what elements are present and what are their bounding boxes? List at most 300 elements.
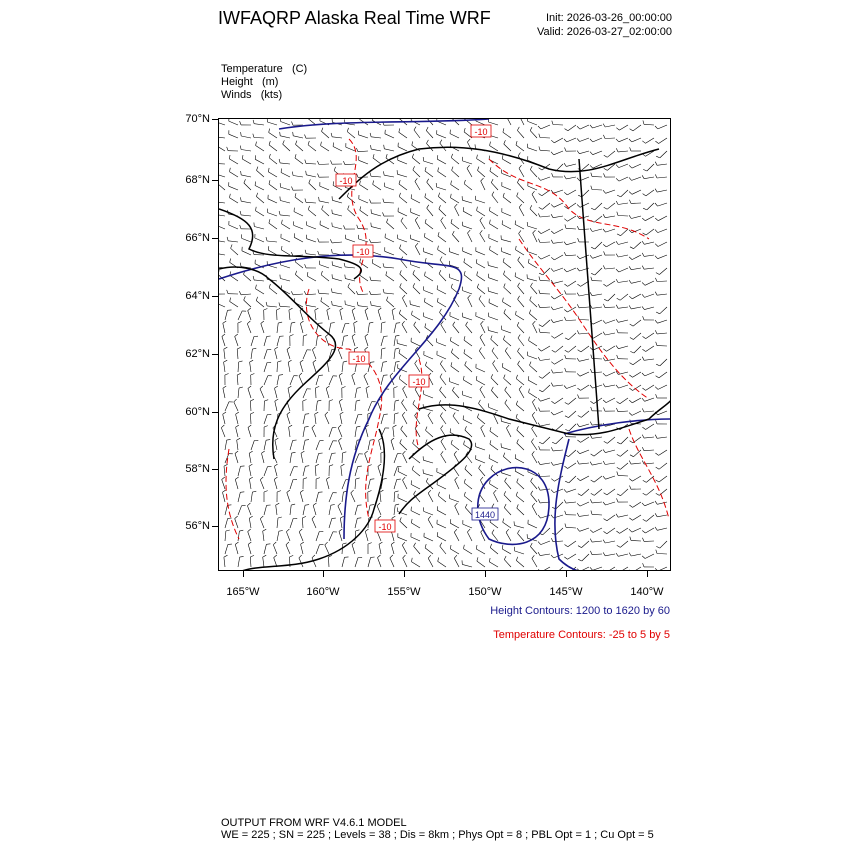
- wind-barb-flag: [238, 322, 242, 324]
- wind-barb: [452, 235, 459, 243]
- wind-barb: [316, 492, 319, 502]
- wind-barb: [528, 524, 537, 528]
- wind-barb: [540, 150, 550, 151]
- wind-barb: [568, 463, 576, 469]
- wind-barb-flag: [399, 349, 400, 353]
- wind-barb-flag: [506, 425, 509, 428]
- wind-barb-flag: [603, 214, 605, 218]
- wind-barb: [425, 197, 433, 203]
- wind-barb: [321, 275, 329, 281]
- wind-barb: [437, 510, 446, 515]
- wind-barb: [580, 528, 589, 531]
- wind-barb-flag: [305, 160, 306, 164]
- lat-tick: [212, 412, 218, 413]
- wind-barb: [425, 548, 433, 554]
- wind-barb: [301, 453, 303, 463]
- wind-barb-flag: [517, 479, 519, 483]
- wind-barb: [607, 203, 615, 209]
- wind-barb: [437, 134, 446, 138]
- wind-barb: [351, 493, 355, 502]
- wind-barb: [379, 544, 381, 554]
- wind-barb-flag: [503, 336, 504, 340]
- wind-barb-flag: [591, 480, 594, 482]
- wind-barb: [346, 239, 355, 242]
- wind-barb-flag: [655, 218, 658, 221]
- wind-barb-flag: [305, 466, 309, 467]
- wind-barb: [606, 229, 616, 232]
- wind-barb: [517, 183, 524, 191]
- wind-barb-flag: [356, 291, 358, 295]
- wind-barb: [280, 279, 290, 282]
- wind-barb-flag: [275, 438, 278, 440]
- wind-barb: [553, 372, 563, 373]
- lat-tick: [212, 469, 218, 470]
- wind-barb: [620, 541, 628, 547]
- wind-barb: [300, 362, 303, 372]
- wind-barb-flag: [643, 563, 644, 567]
- wind-barb-flag: [629, 266, 631, 269]
- wind-barb-flag: [411, 480, 412, 484]
- wind-barb-flag: [467, 529, 470, 532]
- wind-barb-flag: [516, 375, 517, 379]
- wind-barb-flag: [590, 567, 593, 570]
- wind-barb: [556, 567, 564, 571]
- wind-barb: [250, 362, 251, 372]
- wind-barb: [355, 558, 358, 568]
- wind-barb-flag: [565, 129, 568, 131]
- wind-barb-flag: [480, 217, 483, 220]
- wind-barb-flag: [326, 477, 329, 479]
- wind-barb: [280, 215, 290, 216]
- wind-barb: [505, 390, 511, 398]
- wind-barb: [329, 493, 333, 502]
- wind-barb-flag: [288, 386, 291, 388]
- wind-barb-flag: [551, 515, 554, 518]
- wind-barb: [516, 405, 524, 411]
- wind-barb: [531, 286, 538, 294]
- wind-barb: [221, 428, 225, 437]
- wind-barb-flag: [223, 490, 226, 492]
- wind-barb-flag: [655, 292, 657, 296]
- wind-barb: [293, 136, 303, 138]
- wind-barb: [657, 502, 667, 504]
- wind-barb: [532, 429, 537, 437]
- wind-barb-flag: [239, 361, 243, 362]
- wind-barb-flag: [440, 543, 442, 547]
- wind-barb: [423, 473, 433, 476]
- wind-barb: [502, 367, 511, 372]
- wind-barb: [283, 144, 290, 151]
- wind-barb: [646, 424, 654, 430]
- wind-barb-flag: [395, 348, 399, 349]
- wind-barb-flag: [425, 323, 426, 327]
- lon-label-155w: 155°W: [387, 586, 421, 598]
- wind-barb-flag: [399, 180, 400, 184]
- wind-barb-flag: [326, 386, 329, 388]
- wind-barb-flag: [239, 387, 243, 388]
- wind-barb-flag: [564, 176, 566, 179]
- wind-barb: [437, 342, 446, 346]
- wind-barb: [489, 317, 498, 320]
- coastlines: [219, 147, 671, 571]
- wind-barb-flag: [365, 529, 368, 531]
- wind-barb: [247, 324, 251, 333]
- wind-barb: [280, 163, 290, 164]
- wind-barb: [394, 479, 397, 489]
- wind-barb-flag: [642, 503, 645, 506]
- wind-barb-flag: [577, 284, 580, 286]
- wind-barb: [554, 268, 563, 271]
- wind-barb-flag: [292, 122, 294, 126]
- wind-barb: [269, 133, 277, 139]
- wind-barb-flag: [532, 555, 534, 558]
- wind-barb-flag: [565, 524, 566, 528]
- wind-barb: [384, 149, 394, 151]
- wind-barb: [273, 545, 277, 554]
- wind-barb: [644, 242, 654, 244]
- wind-barb: [554, 411, 563, 415]
- lat-label-70n: 70°N: [185, 113, 210, 125]
- wind-barb: [515, 471, 524, 476]
- wind-barb: [476, 447, 485, 450]
- wind-barb-flag: [490, 427, 491, 431]
- wind-barb-flag: [467, 165, 470, 168]
- wind-barb-flag: [551, 447, 553, 451]
- wind-barb: [658, 229, 667, 233]
- wind-barb: [489, 122, 499, 125]
- wind-barb-flag: [287, 490, 290, 493]
- wind-barb: [618, 255, 628, 257]
- wind-barb-flag: [438, 232, 439, 236]
- wind-barb: [381, 349, 382, 359]
- field-temperature: [221, 63, 307, 75]
- wind-barb-flag: [629, 461, 631, 465]
- wind-barb-flag: [505, 387, 507, 390]
- field-unit: (C): [291, 63, 308, 75]
- wind-barb: [269, 184, 277, 190]
- wind-barb-flag: [366, 386, 369, 388]
- wind-barb-flag: [532, 451, 534, 454]
- wind-barb-flag: [577, 256, 580, 259]
- wind-barb: [238, 506, 242, 515]
- wind-barb-flag: [516, 401, 517, 405]
- wind-barb-flag: [227, 147, 228, 151]
- wind-barb: [502, 473, 512, 476]
- wind-barb-flag: [360, 206, 361, 210]
- wind-barb: [644, 268, 654, 269]
- wind-barb: [503, 302, 512, 307]
- wind-barb-flag: [244, 179, 246, 183]
- wind-barb: [540, 242, 550, 243]
- wind-barb: [378, 310, 381, 320]
- wind-barb-flag: [269, 129, 270, 133]
- wind-barb-flag: [357, 518, 361, 519]
- field-name: Height: [221, 76, 253, 88]
- wind-barb: [378, 558, 382, 567]
- wind-barb: [528, 252, 537, 255]
- wind-barb: [412, 158, 420, 164]
- wind-barb: [222, 337, 225, 347]
- wind-barb: [289, 310, 290, 320]
- wind-barb-flag: [564, 163, 566, 166]
- wind-barb-flag: [565, 511, 566, 515]
- wind-barb: [465, 508, 472, 515]
- wind-barb: [398, 147, 407, 151]
- wind-barb: [450, 382, 459, 385]
- wind-barb-flag: [604, 519, 607, 521]
- wind-barb: [410, 304, 420, 307]
- wind-barb: [403, 454, 407, 463]
- wind-barb: [579, 424, 589, 427]
- wind-barb-flag: [517, 322, 519, 326]
- wind-barb: [302, 518, 303, 528]
- wind-barb-flag: [425, 362, 426, 366]
- wind-barb: [327, 362, 329, 372]
- wind-barb: [540, 138, 550, 139]
- wind-barb: [415, 246, 420, 255]
- wind-barb: [517, 443, 524, 450]
- wind-barb-flag: [503, 519, 504, 523]
- wind-barb-flag: [392, 516, 395, 518]
- wind-barb-flag: [479, 400, 481, 404]
- wind-barb: [593, 138, 602, 142]
- wind-barb: [225, 505, 227, 515]
- wind-barb-flag: [369, 239, 371, 243]
- wind-barb-flag: [351, 490, 354, 493]
- wind-barb-flag: [395, 491, 399, 492]
- wind-barb: [490, 250, 499, 255]
- wind-barb-flag: [399, 193, 400, 197]
- wind-barb: [316, 453, 319, 463]
- wind-barb: [238, 388, 239, 398]
- wind-barb-flag: [379, 438, 382, 440]
- wind-barb-flag: [617, 467, 621, 469]
- wind-barb-flag: [450, 337, 451, 341]
- wind-barb-flag: [240, 556, 244, 557]
- wind-barb-flag: [480, 477, 483, 480]
- wind-barb: [529, 341, 537, 346]
- wind-barb-flag: [437, 298, 438, 302]
- wind-barb-flag: [516, 246, 517, 250]
- wind-barb-flag: [231, 245, 233, 249]
- wind-barb: [249, 466, 251, 476]
- wind-barb-flag: [629, 518, 632, 520]
- wind-barb-flag: [412, 466, 413, 470]
- wind-barb: [371, 149, 381, 151]
- wind-barb: [235, 479, 238, 489]
- wind-barb: [394, 336, 396, 346]
- wind-barb: [553, 307, 563, 310]
- wind-barb: [491, 391, 498, 399]
- wind-barb: [502, 186, 511, 190]
- wind-barb: [519, 168, 524, 177]
- wind-barb: [593, 125, 603, 128]
- wind-barb-flag: [617, 498, 619, 502]
- wind-barb-flag: [318, 289, 319, 293]
- wind-barb-flag: [380, 490, 384, 492]
- wind-barb-flag: [642, 398, 645, 401]
- wind-barb: [619, 177, 628, 181]
- wind-barb-flag: [347, 128, 348, 132]
- wind-barb-flag: [564, 500, 566, 504]
- wind-barb: [566, 255, 576, 256]
- lon-label-160w: 160°W: [306, 586, 340, 598]
- wind-barb: [530, 131, 537, 138]
- wind-barb: [219, 122, 225, 125]
- wind-barb-flag: [629, 192, 632, 195]
- wind-barb: [295, 158, 303, 164]
- wind-barb: [402, 545, 407, 554]
- wind-barb-flag: [539, 207, 543, 209]
- wind-barb: [503, 457, 511, 464]
- wind-barb-flag: [531, 283, 533, 287]
- wind-barb-flag: [286, 542, 289, 545]
- wind-barb: [504, 144, 511, 151]
- wind-barb-flag: [505, 348, 507, 351]
- wind-barb-flag: [538, 552, 540, 555]
- wind-barb: [479, 299, 485, 307]
- wind-barb-flag: [279, 303, 280, 307]
- wind-barb-flag: [533, 321, 536, 324]
- wind-barb-flag: [539, 328, 540, 332]
- wind-barb: [352, 336, 355, 346]
- wind-barb-flag: [481, 321, 484, 324]
- wind-barb-flag: [603, 540, 605, 543]
- wind-barb: [493, 364, 498, 372]
- wind-barb: [440, 390, 446, 398]
- wind-barb: [303, 466, 305, 476]
- wind-barb-flag: [315, 308, 319, 310]
- wind-barb: [219, 240, 225, 242]
- wind-barb-flag: [224, 360, 228, 362]
- wind-barb: [543, 268, 550, 275]
- wind-barb-flag: [224, 555, 228, 557]
- wind-barb: [658, 385, 667, 389]
- wind-barb: [219, 225, 225, 229]
- wind-barb: [477, 561, 485, 567]
- wind-barb-flag: [348, 206, 350, 210]
- wind-barb: [607, 567, 616, 571]
- wind-barb-flag: [440, 361, 442, 364]
- wind-barb: [491, 339, 498, 346]
- wind-barb: [332, 278, 342, 281]
- wind-barb-flag: [603, 244, 606, 247]
- wind-barb: [277, 362, 278, 372]
- wind-barb: [468, 233, 473, 242]
- wind-barb: [235, 519, 238, 528]
- wind-barb-flag: [642, 306, 644, 309]
- wind-barb-flag: [222, 477, 225, 480]
- wind-barb: [608, 294, 615, 301]
- wind-barb: [401, 221, 407, 229]
- wind-barb: [658, 255, 667, 259]
- wind-barb-flag: [344, 225, 346, 229]
- wind-barb-flag: [564, 284, 567, 286]
- wind-barb-flag: [604, 441, 608, 443]
- wind-barb-flag: [590, 401, 593, 403]
- wind-barb-flag: [564, 557, 567, 559]
- field-unit: (kts): [260, 89, 283, 101]
- wind-barb: [515, 551, 525, 554]
- wind-barb: [303, 350, 307, 359]
- wind-barb: [224, 466, 225, 476]
- wind-barb: [620, 450, 628, 456]
- wind-barb: [618, 242, 628, 245]
- wind-barb: [385, 134, 394, 138]
- wind-barb: [646, 346, 654, 352]
- wind-barb: [555, 333, 564, 338]
- wind-barb: [428, 519, 433, 528]
- wind-barb-flag: [318, 238, 319, 242]
- wind-barb: [631, 307, 641, 309]
- wind-barb-flag: [316, 478, 320, 479]
- wind-barb-flag: [629, 305, 631, 309]
- wind-barb: [368, 440, 370, 450]
- wind-barb: [451, 444, 459, 450]
- wind-barb: [621, 190, 628, 197]
- wind-barb: [580, 502, 589, 506]
- wind-barb-flag: [244, 296, 246, 300]
- wind-barb: [339, 375, 342, 385]
- wind-barb: [312, 519, 316, 528]
- wind-barb: [385, 251, 394, 255]
- wind-barb: [397, 343, 407, 346]
- wind-barb-flag: [370, 505, 374, 506]
- wind-barb-flag: [578, 395, 580, 399]
- wind-barb-flag: [439, 400, 441, 404]
- wind-barb-flag: [282, 220, 283, 224]
- wind-barb-flag: [642, 373, 645, 376]
- wind-barb: [235, 454, 238, 464]
- wind-barb: [352, 545, 355, 555]
- wind-barb: [371, 137, 381, 138]
- wind-barb: [540, 332, 550, 333]
- wind-barb-flag: [490, 167, 491, 171]
- wind-barb-flag: [617, 454, 621, 456]
- wind-barb-flag: [295, 193, 296, 197]
- wind-barb-flag: [371, 145, 372, 149]
- wind-barb-flag: [518, 296, 520, 300]
- wind-barb: [479, 351, 485, 359]
- wind-barb-flag: [551, 152, 554, 155]
- wind-barb: [371, 305, 381, 307]
- wind-barb-flag: [604, 251, 605, 255]
- wind-barb-flag: [643, 336, 646, 338]
- wind-barb: [592, 176, 602, 177]
- wind-barb: [288, 362, 290, 372]
- wind-barb: [490, 171, 498, 177]
- wind-barb-flag: [230, 259, 231, 263]
- wind-barb-flag: [590, 255, 593, 258]
- wind-barb: [569, 411, 577, 418]
- wind-barb: [501, 447, 511, 450]
- wind-barb-flag: [630, 324, 633, 326]
- wind-barb: [464, 262, 472, 268]
- wind-barb: [438, 496, 446, 502]
- wind-barb-flag: [578, 559, 582, 561]
- wind-barb: [528, 148, 537, 151]
- wind-barb: [342, 453, 343, 463]
- wind-barb-flag: [591, 186, 592, 190]
- wind-barb: [316, 401, 317, 411]
- wind-barb-flag: [577, 440, 580, 442]
- wind-barb-flag: [287, 347, 290, 350]
- wind-barb-flag: [236, 425, 239, 427]
- wind-barb-flag: [412, 141, 413, 145]
- wind-barb: [428, 558, 433, 567]
- wind-barb-flag: [617, 298, 621, 300]
- wind-barb: [439, 274, 446, 281]
